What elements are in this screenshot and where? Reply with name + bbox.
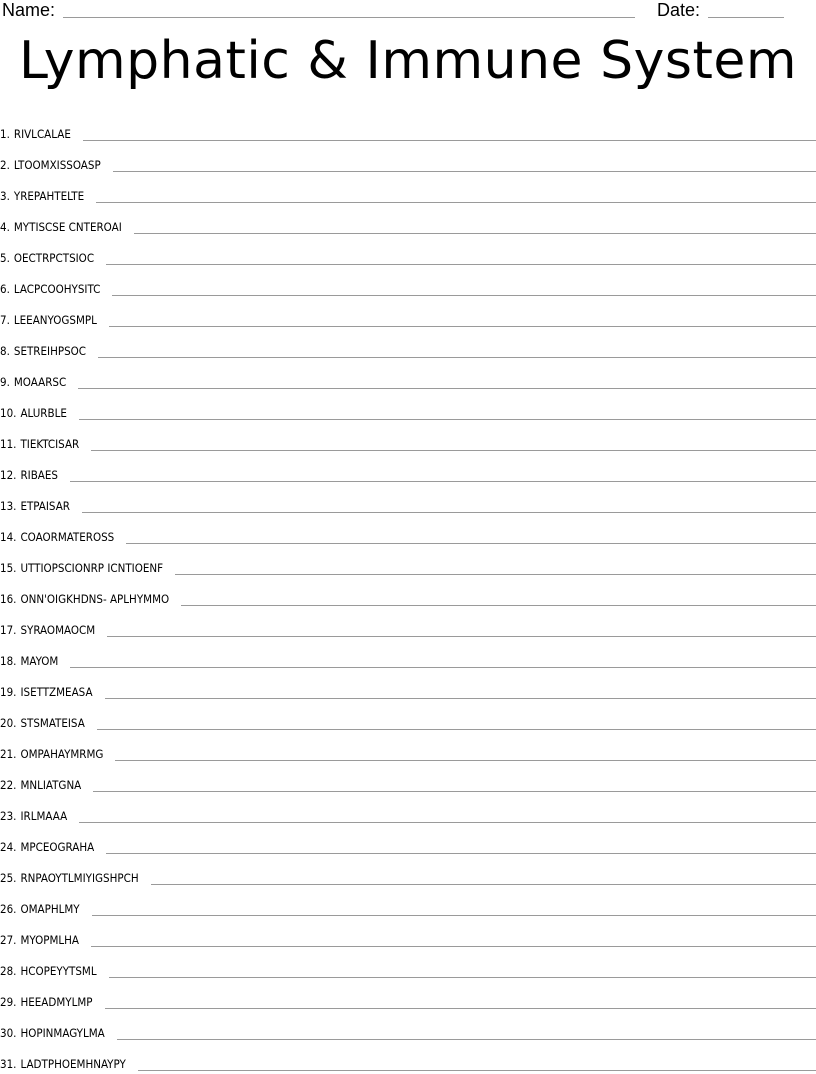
item-number: 3. xyxy=(0,189,10,203)
answer-line[interactable] xyxy=(78,387,816,389)
list-item xyxy=(0,609,816,640)
list-item xyxy=(0,919,816,950)
answer-line[interactable] xyxy=(70,480,816,482)
list-item xyxy=(0,1012,816,1043)
answer-line[interactable] xyxy=(97,728,816,730)
list-item xyxy=(0,702,816,733)
scrambled-word: ALURBLE xyxy=(20,406,67,420)
list-item xyxy=(0,113,816,144)
list-item xyxy=(0,485,816,516)
item-number: 4. xyxy=(0,220,10,234)
item-number: 21. xyxy=(0,747,17,761)
name-field[interactable] xyxy=(63,17,635,18)
list-item xyxy=(0,516,816,547)
scrambled-word: RNPAOYTLMIYIGSHPCH xyxy=(20,871,139,885)
list-item xyxy=(0,237,816,268)
answer-line[interactable] xyxy=(82,511,816,513)
answer-line[interactable] xyxy=(112,294,816,296)
list-item xyxy=(0,640,816,671)
scrambled-word: RIBAES xyxy=(20,468,58,482)
scrambled-word: MAYOM xyxy=(20,654,59,668)
answer-line[interactable] xyxy=(109,976,816,978)
answer-line[interactable] xyxy=(175,573,816,575)
item-number: 23. xyxy=(0,809,17,823)
list-item xyxy=(0,671,816,702)
scrambled-word: TIEKTCISAR xyxy=(20,437,80,451)
answer-line[interactable] xyxy=(106,263,816,265)
list-item xyxy=(0,578,816,609)
list-item xyxy=(0,144,816,175)
scrambled-word: YREPAHTELTE xyxy=(13,189,85,203)
scrambled-word: ISETTZMEASA xyxy=(20,685,93,699)
item-number: 13. xyxy=(0,499,17,513)
list-item xyxy=(0,268,816,299)
scrambled-word: COAORMATEROSS xyxy=(20,530,115,544)
scrambled-word: OMPAHAYMRMG xyxy=(20,747,104,761)
item-number: 20. xyxy=(0,716,17,730)
answer-line[interactable] xyxy=(79,821,816,823)
scrambled-word: ONN'OIGKHDNS- APLHYMMO xyxy=(20,592,170,606)
answer-line[interactable] xyxy=(92,914,816,916)
item-number: 8. xyxy=(0,344,10,358)
answer-line[interactable] xyxy=(83,139,816,141)
list-item xyxy=(0,826,816,857)
item-number: 29. xyxy=(0,995,17,1009)
scrambled-word: ETPAISAR xyxy=(20,499,70,513)
page-title: Lymphatic & Immune System xyxy=(19,31,797,91)
scramble-list xyxy=(0,113,816,1074)
answer-line[interactable] xyxy=(126,542,816,544)
scrambled-word: SETREIHPSOC xyxy=(13,344,87,358)
answer-line[interactable] xyxy=(106,852,816,854)
list-item xyxy=(0,764,816,795)
item-number: 27. xyxy=(0,933,17,947)
list-item xyxy=(0,950,816,981)
answer-line[interactable] xyxy=(117,1038,816,1040)
list-item xyxy=(0,423,816,454)
scrambled-word: MOAARSC xyxy=(13,375,67,389)
answer-line[interactable] xyxy=(98,356,816,358)
list-item xyxy=(0,299,816,330)
list-item xyxy=(0,206,816,237)
scrambled-word: OMAPHLMY xyxy=(20,902,80,916)
list-item xyxy=(0,857,816,888)
item-number: 19. xyxy=(0,685,17,699)
list-item xyxy=(0,361,816,392)
list-item xyxy=(0,733,816,764)
item-number: 2. xyxy=(0,158,10,172)
item-number: 10. xyxy=(0,406,17,420)
item-number: 24. xyxy=(0,840,17,854)
answer-line[interactable] xyxy=(70,666,816,668)
list-item xyxy=(0,175,816,206)
list-item xyxy=(0,547,816,578)
item-number: 30. xyxy=(0,1026,17,1040)
scrambled-word: HCOPEYYTSML xyxy=(20,964,97,978)
scrambled-word: UTTIOPSCIONRP ICNTIOENF xyxy=(20,561,164,575)
item-number: 31. xyxy=(0,1057,17,1071)
list-item xyxy=(0,330,816,361)
item-number: 28. xyxy=(0,964,17,978)
date-field[interactable] xyxy=(708,17,784,18)
answer-line[interactable] xyxy=(91,449,816,451)
answer-line[interactable] xyxy=(93,790,816,792)
list-item xyxy=(0,981,816,1012)
answer-line[interactable] xyxy=(138,1069,816,1071)
item-number: 18. xyxy=(0,654,17,668)
answer-line[interactable] xyxy=(79,418,816,420)
item-number: 1. xyxy=(0,127,10,141)
list-item xyxy=(0,454,816,485)
scrambled-word: IRLMAAA xyxy=(20,809,68,823)
scrambled-word: MNLIATGNA xyxy=(20,778,82,792)
answer-line[interactable] xyxy=(105,697,816,699)
list-item xyxy=(0,392,816,423)
scrambled-word: LACPCOOHYSITC xyxy=(13,282,101,296)
scrambled-word: LTOOMXISSOASP xyxy=(13,158,101,172)
answer-line[interactable] xyxy=(151,883,816,885)
scrambled-word: MYOPMLHA xyxy=(20,933,79,947)
scrambled-word: LADTPHOEMHNAYPY xyxy=(20,1057,126,1071)
scrambled-word: HOPINMAGYLMA xyxy=(20,1026,105,1040)
scrambled-word: STSMATEISA xyxy=(20,716,85,730)
scrambled-word: OECTRPCTSIOC xyxy=(13,251,95,265)
scrambled-word: HEEADMYLMP xyxy=(20,995,93,1009)
item-number: 26. xyxy=(0,902,17,916)
answer-line[interactable] xyxy=(96,201,816,203)
item-number: 17. xyxy=(0,623,17,637)
answer-line[interactable] xyxy=(134,232,816,234)
item-number: 22. xyxy=(0,778,17,792)
item-number: 6. xyxy=(0,282,10,296)
item-number: 25. xyxy=(0,871,17,885)
answer-line[interactable] xyxy=(105,1007,816,1009)
answer-line[interactable] xyxy=(115,759,816,761)
answer-line[interactable] xyxy=(109,325,816,327)
list-item xyxy=(0,795,816,826)
scrambled-word: RIVLCALAE xyxy=(13,127,71,141)
item-number: 15. xyxy=(0,561,17,575)
answer-line[interactable] xyxy=(91,945,816,947)
worksheet-header xyxy=(0,0,816,22)
date-label: Date: xyxy=(657,0,701,20)
list-item xyxy=(0,888,816,919)
scrambled-word: SYRAOMAOCM xyxy=(20,623,96,637)
answer-line[interactable] xyxy=(107,635,816,637)
name-label: Name: xyxy=(2,0,56,20)
scrambled-word: MYTISCSE CNTEROAI xyxy=(13,220,122,234)
list-item xyxy=(0,1043,816,1074)
scrambled-word: LEEANYOGSMPL xyxy=(13,313,97,327)
scrambled-word: MPCEOGRAHA xyxy=(20,840,95,854)
item-number: 9. xyxy=(0,375,10,389)
item-number: 7. xyxy=(0,313,10,327)
item-number: 11. xyxy=(0,437,17,451)
item-number: 16. xyxy=(0,592,17,606)
answer-line[interactable] xyxy=(113,170,816,172)
item-number: 5. xyxy=(0,251,10,265)
item-number: 14. xyxy=(0,530,17,544)
item-number: 12. xyxy=(0,468,17,482)
answer-line[interactable] xyxy=(181,604,816,606)
